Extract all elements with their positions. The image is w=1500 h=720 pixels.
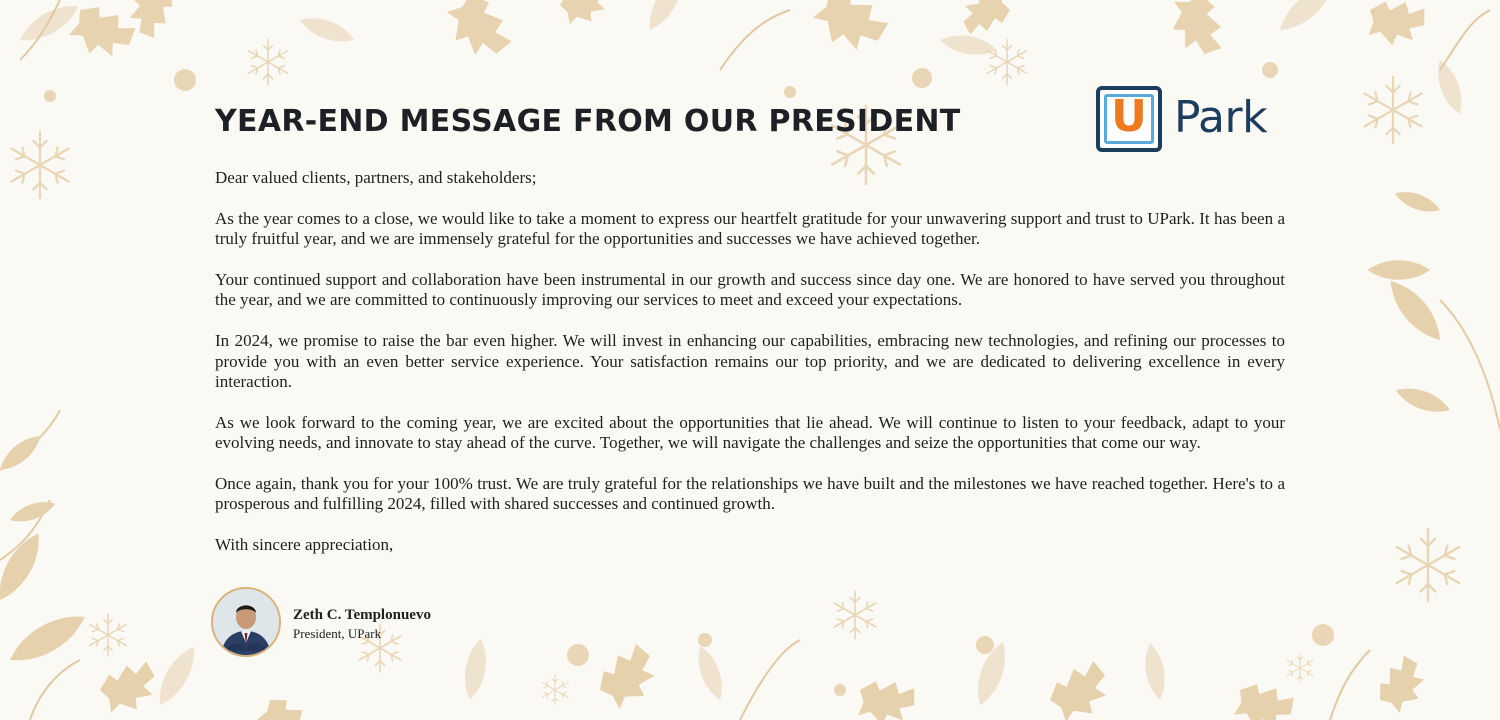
logo-mark-letter: U — [1111, 91, 1147, 142]
signatory-name: Zeth C. Templonuevo — [293, 607, 431, 623]
letter-paragraph: As the year comes to a close, we would like to take a moment to express our heartfelt gratitude for your unwavering support and trust to UPark. It has been a truly fruitful year, and we are immensely grateful for the opportunities and successes we have achieved together. — [215, 208, 1285, 249]
page-title: YEAR-END MESSAGE FROM OUR PRESIDENT — [215, 104, 961, 139]
person-portrait-icon — [213, 589, 279, 655]
letter-paragraph: Once again, thank you for your 100% trust. We are truly grateful for the relationships we have built and the milestones we have reached together. Here's to a prosperous and fulfilling 2024, filled with shared successes and continued growth. — [215, 474, 1285, 514]
signature-block — [211, 587, 531, 661]
letter-body — [215, 168, 1285, 576]
avatar — [211, 587, 281, 657]
upark-logo — [1096, 86, 1286, 158]
signatory-role: President, UPark — [293, 626, 382, 641]
letter-closing: With sincere appreciation, — [215, 535, 394, 555]
letter-paragraph: As we look forward to the coming year, we are excited about the opportunities that lie ahead. We will continue to listen to your feedback, adapt to your evolving needs, and innovate to stay ahead of the curve. Together, we will navigate the challenges and seize the opportunities that come our way. — [215, 412, 1285, 453]
logo-wordmark: Park — [1174, 92, 1268, 143]
letter-paragraph: Your continued support and collaboration have been instrumental in our growth and success since day one. We are honored to have served you throughout the year, and we are committed to continuously improving our services to meet and exceed your expectations. — [215, 270, 1285, 310]
letter-paragraph: In 2024, we promise to raise the bar even higher. We will invest in enhancing our capabilities, embracing new technologies, and refining our processes to provide you with an even better service experience. Your satisfaction remains our top priority, and we are dedicated to delivering excellence in every interaction. — [215, 331, 1285, 392]
letter-greeting: Dear valued clients, partners, and stakeholders; — [215, 168, 537, 187]
